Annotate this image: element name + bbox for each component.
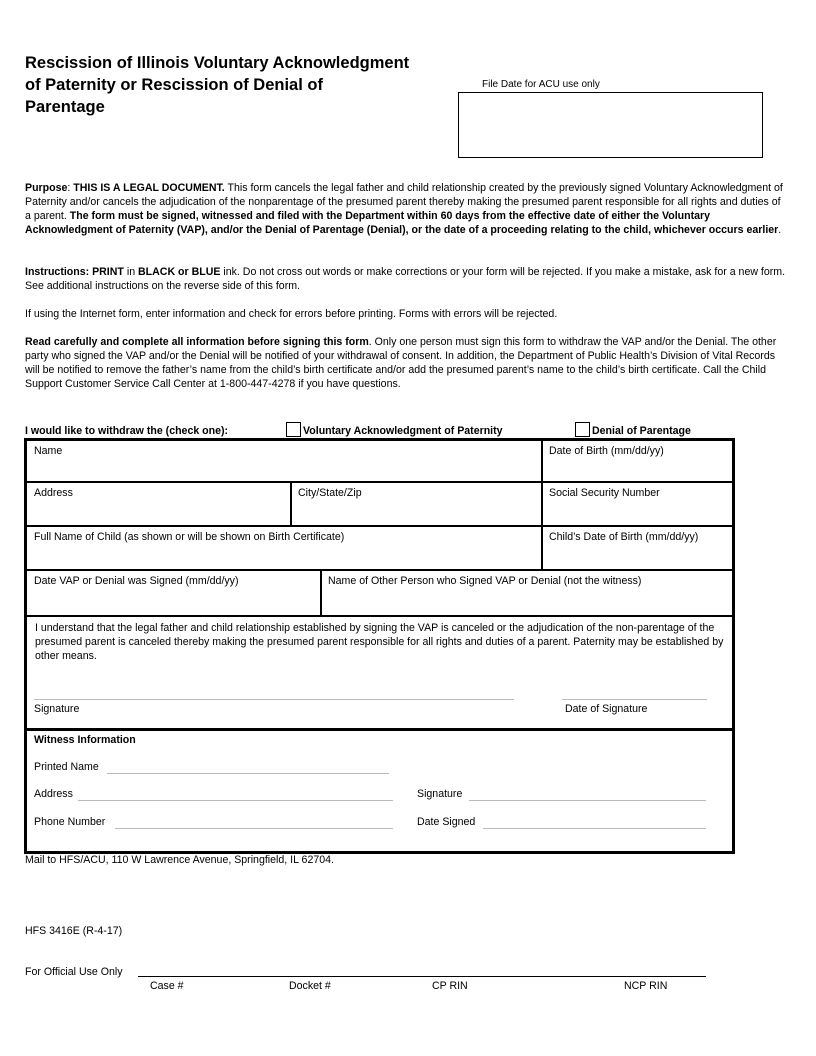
address-field[interactable] [26,482,291,526]
signer-statement-section [26,616,733,729]
acu-file-date-label: File Date for ACU use only [482,79,600,90]
read-carefully-paragraph [25,336,789,392]
filing-deadline-notice: The form must be signed, witnessed and filed with the Department within 60 days from the effective date of either the Voluntary Acknowledgment of Paternity (VAP), and/or the Denial of Parentage (Denial), or the date of a proceeding relating to the child, whichever occurs earlier [25,209,779,236]
official-use-line [138,976,706,977]
case-number-label: Case # [150,980,184,992]
legal-document-notice: THIS IS A LEGAL DOCUMENT. [73,182,225,194]
date-of-signature-label: Date of Signature [565,703,648,715]
instructions-label: Instructions: PRINT [25,266,124,278]
name-field[interactable] [26,440,542,482]
witness-address-line[interactable] [78,800,393,801]
witness-date-signed-label: Date Signed [417,816,476,828]
witness-phone-label: Phone Number [34,816,106,828]
cp-rin-label: CP RIN [432,980,468,992]
date-of-signature-line[interactable] [562,699,707,700]
cancellation-statement: I understand that the legal father and child relationship established by signing the VAP is canceled or the adjudication of the non-parentage of the presumed parent is canceled thereby making the presumed parent responsible for all rights and duties of a parent. Paternity may be established by other means. [35,622,724,662]
title-line-1: Rescission of Illinois Voluntary Acknowledgment [25,54,410,72]
witness-heading: Witness Information [34,734,136,746]
child-dob-field[interactable] [542,526,733,570]
city-state-zip-field[interactable] [291,482,542,526]
witness-printed-name-label: Printed Name [34,761,99,773]
ncp-rin-label: NCP RIN [624,980,668,992]
instructions-paragraph [25,266,789,294]
other-person-field[interactable] [321,570,733,616]
instructions-text: ink. Do not cross out words or make corrections or your form will be rejected. If you make a mistake, ask for a new form. See additional instructions on the reverse side of this form. [25,266,786,292]
other-person-label: Name of Other Person who Signed VAP or Denial (not the witness) [328,575,642,587]
purpose-text: This form cancels the legal father and child relationship created by the previously signed Voluntary Acknowledgment of Paternity and/or cancels the adjudication of the nonparentage of the presumed parent thereby making the presumed parent responsible for all rights and duties of a parent. [25,182,783,222]
witness-printed-name-line[interactable] [107,773,389,774]
signer-information-form [24,438,735,854]
witness-address-label: Address [34,788,73,800]
purpose-label: Purpose [25,182,68,194]
mailing-address: Mail to HFS/ACU, 110 W Lawrence Avenue, Springfield, IL 62704. [25,854,334,866]
read-carefully-text: . Only one person must sign this form to withdraw the VAP and/or the Denial. The other party who signed the VAP and/or the Denial will be notified of your withdrawal of consent. In addition, the Department of Public Health’s Division of Vital Records will be notified to remove the father’s name from the child’s birth certificate and/or add the presumed parent’s name to the child’s birth certificate. Call the Child Support Customer Service Call Center at 1-800-447-4278 if you have questions. [25,336,777,390]
vap-checkbox[interactable] [286,422,301,437]
withdraw-lead-label: I would like to withdraw the (check one): [25,425,229,437]
title-line-2: of Paternity or Rescission of Denial of [25,76,323,94]
ssn-label: Social Security Number [549,487,660,499]
signature-line[interactable] [34,699,514,700]
date-vap-signed-field[interactable] [26,570,321,616]
date-vap-signed-label: Date VAP or Denial was Signed (mm/dd/yy) [34,575,239,587]
city-state-zip-label: City/State/Zip [298,487,362,499]
acu-file-date-box [458,92,763,158]
name-label: Name [34,445,63,457]
witness-date-signed-line[interactable] [483,828,706,829]
witness-signature-label: Signature [417,788,463,800]
witness-signature-line[interactable] [469,800,706,801]
internet-note: If using the Internet form, enter information and check for errors before printing. Forms with errors will be rejected. [25,308,558,320]
denial-checkbox[interactable] [575,422,590,437]
ink-colors: BLACK or BLUE [138,266,221,278]
read-carefully-bold: Read carefully and complete all information before signing this form [25,336,369,348]
date-of-birth-label: Date of Birth (mm/dd/yy) [549,445,664,457]
vap-option-label: Voluntary Acknowledgment of Paternity [303,425,503,437]
child-name-label: Full Name of Child (as shown or will be shown on Birth Certificate) [34,531,345,543]
witness-phone-line[interactable] [115,828,393,829]
address-label: Address [34,487,73,499]
page-title [25,52,475,118]
child-name-field[interactable] [26,526,542,570]
denial-option-label: Denial of Parentage [592,425,691,437]
witness-section [26,729,733,852]
form-number: HFS 3416E (R-4-17) [25,925,123,937]
docket-number-label: Docket # [289,980,331,992]
date-of-birth-field[interactable] [542,440,733,482]
official-use-label: For Official Use Only [25,966,123,978]
instructions-in: in [123,266,139,278]
title-line-3: Parentage [25,98,105,116]
child-dob-label: Child’s Date of Birth (mm/dd/yy) [549,531,699,543]
signature-label: Signature [34,703,80,715]
purpose-paragraph: Purpose: THIS IS A LEGAL DOCUMENT. This form cancels the legal father and child relationship created by the previously signed Voluntary Acknowledgment of Paternity and/or cancels the adjudication of the nonparentage of the presumed parent thereby making the presumed parent responsible for all rights and duties of a parent. The form must be signed, witnessed and filed with the Department within 60 days from the effective date of either the Voluntary Acknowledgment of Paternity (VAP), and/or the Denial of Parentage (Denial), or the date of a proceeding relating to the child, whichever occurs earlier. [25,182,783,236]
ssn-field[interactable] [542,482,733,526]
